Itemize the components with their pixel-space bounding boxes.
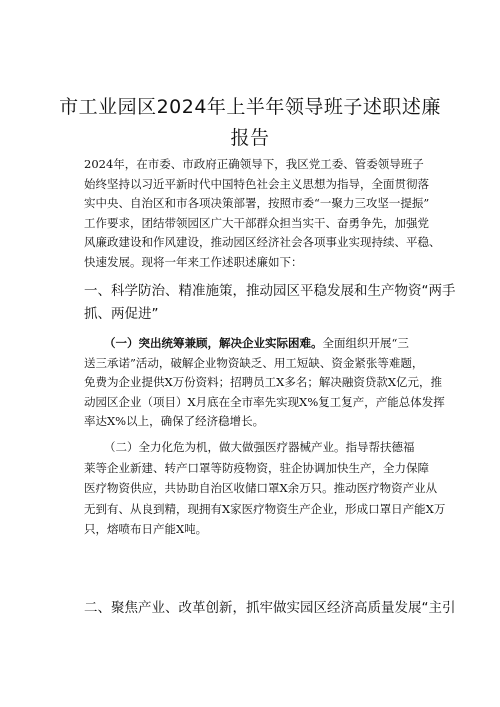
subsection-1-line: 送三承诺”活动，破解企业物资缺乏、用工短缺、资金紧张等难题，: [84, 355, 424, 370]
subsection-2-paragraph: [84, 437, 446, 540]
section-2-heading-line: 二、聚焦产业、改革创新，抓牢做实园区经济高质量发展“主引: [84, 600, 456, 616]
subsection-2-line: 只，熔喷布日产能X吨。: [84, 522, 208, 536]
subsection-1-line: 率达X%以上，确保了经济稳增长。: [84, 414, 265, 428]
subsection-1-paragraph: [84, 334, 445, 432]
intro-line: 快速发展。现将一年来工作述职述廉如下：: [84, 254, 303, 269]
subsection-2-line: 医疗物资供应，共协助自治区收储口罩X余万只。推动医疗物资产业从: [84, 481, 438, 495]
section-1-heading-line: 抓、两促进”: [84, 306, 159, 322]
section-1-heading: [84, 280, 456, 326]
subsection-2-line: 莱等企业新建、转产口罩等防疫物资，驻企协调加快生产，全力保障: [84, 460, 429, 475]
intro-line: 工作要求，团结带领园区广大干部群众担当实干、奋勇争先，加强党: [84, 215, 429, 230]
subsection-2-line: 无到有、从良到精，现拥有X家医疗物资生产企业，形成口罩日产能X万: [84, 501, 446, 516]
intro-line: 风廉政建设和作风建设，推动园区经济社会各项事业实现持续、平稳、: [84, 235, 441, 249]
document-title-line-2: 报告: [230, 127, 270, 149]
subsection-1-line: 动园区企业（项目）X月底在全市率先实现X%复工复产，产能总体发挥: [84, 394, 445, 409]
document-title-line-1: 市工业园区2024年上半年领导班子述职述廉: [59, 96, 441, 118]
intro-paragraph: [84, 155, 441, 272]
intro-line: 2024年，在市委、市政府正确领导下，我区党工委、管委领导班子: [84, 157, 424, 171]
section-1-heading-line: 一、科学防治、精准施策，推动园区平稳发展和生产物资“两手: [84, 283, 456, 299]
intro-line: 实中央、自治区和市各项决策部署，按照市委“一聚力三攻坚一提振”: [84, 196, 430, 210]
subsection-2-line: （二）全力化危为机，做大做强医疗器械产业。指导帮扶德福: [104, 440, 415, 454]
subsection-1-lead: （一）突出统筹兼顾，解决企业实际困难。: [104, 336, 323, 350]
subsection-1-line: 免费为企业提供X万份资料；招聘员工X多名；解决融资贷款X亿元，推: [84, 375, 443, 389]
intro-line: 始终坚持以习近平新时代中国特色社会主义思想为指导，全面贯彻落: [84, 176, 429, 191]
section-2-heading: [84, 597, 456, 620]
subsection-1-line: 全面组织开展“三: [322, 336, 409, 350]
